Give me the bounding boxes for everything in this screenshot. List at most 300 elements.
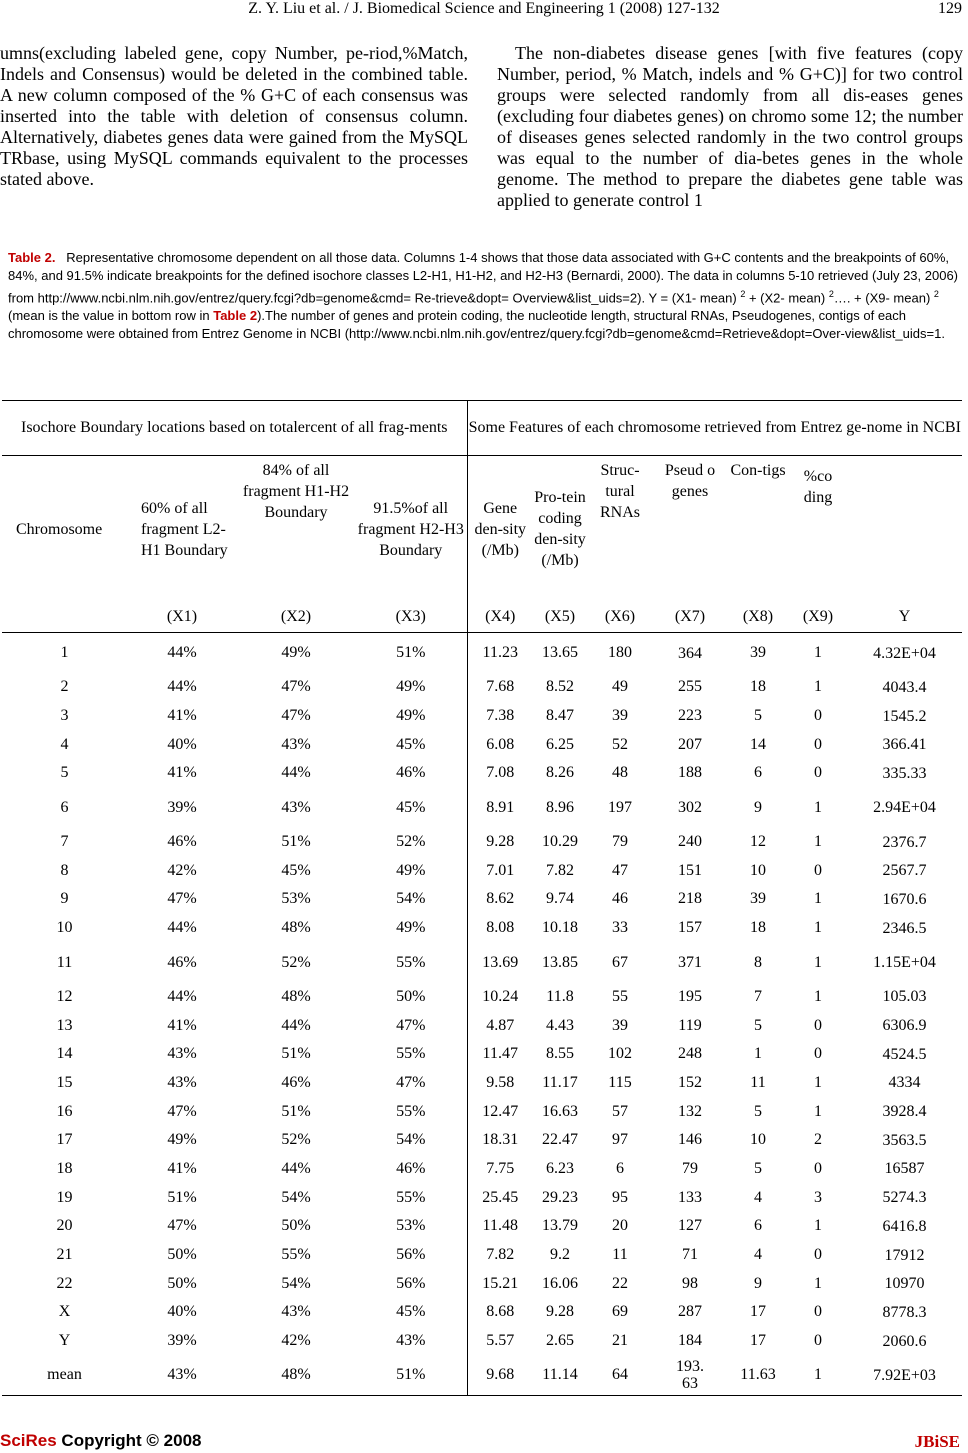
table-row [2,1011,962,1040]
table-cell: 67 [612,953,628,971]
table-row [2,1069,962,1098]
table-cell: 49% [355,914,467,943]
table-cell: 47% [167,1102,197,1120]
var-label-0 [2,602,127,633]
table-cell: 13.79 [542,1217,578,1235]
table-cell: 3 [814,1188,822,1206]
table-cell: 1 [814,1217,822,1235]
table-cell: 6.23 [546,1159,574,1177]
table-cell: 53% [281,890,311,908]
table-row [2,673,962,702]
table-cell: 43% [281,735,311,753]
table-cell: 127 [678,1217,702,1235]
table-cell: 47% [281,707,311,725]
table-cell: 8.96 [546,798,574,816]
table-cell: 50% [281,1217,311,1235]
table-cell: 4 [60,735,69,753]
table-cell: 49 [612,678,628,696]
var-label-x4: (X4) [485,608,516,625]
table-cell: 54% [355,1126,467,1155]
table-row [2,633,962,674]
table-caption [8,249,964,343]
table-cell: 55% [355,1183,467,1212]
col-header-x3: 91.5%of all fragment H2-H3 Boundary [355,456,467,603]
table-cell: 6.25 [546,735,574,753]
table-cell: 11.63 [740,1366,776,1384]
table-cell: 50% [355,983,467,1012]
col-header-chromosome: Chromosome [16,520,103,538]
table-row [2,1269,962,1298]
table-cell: 39 [750,644,766,661]
table-cell: 1 [814,953,822,971]
table-cell: 8 [754,953,762,971]
col-header-y [847,456,962,603]
table-cell: 3563.5 [882,1131,927,1149]
table-cell: 41% [167,707,197,725]
header-group-row [2,401,962,456]
table-cell: 47% [167,890,197,908]
table-cell: 2060.6 [882,1332,927,1350]
table-cell: 7.68 [486,678,515,696]
table-cell: 195 [678,987,702,1005]
table-cell: 13.85 [542,953,578,971]
table-cell: 14 [56,1045,73,1063]
table-cell: 46% [355,1155,467,1184]
table-cell: 105.03 [882,988,927,1006]
table-cell: 13.65 [542,644,578,661]
table-cell: 2.65 [546,1332,574,1350]
table-cell: 119 [678,1016,702,1034]
table-cell: 55% [355,1097,467,1126]
caption-sup-3: 2 [933,289,939,299]
table-cell: Y [58,1332,71,1350]
table-cell: 44% [281,1159,311,1177]
table-cell: 11.17 [542,1073,578,1091]
table-cell: 0 [814,1303,822,1321]
table-cell: 17 [56,1131,73,1149]
table-row [2,1355,962,1396]
table-cell: 151 [678,861,702,879]
table-cell: 184 [678,1332,702,1350]
table-cell: 39 [750,890,766,908]
table-cell: 9.28 [486,833,515,851]
var-label-x9: (X9) [802,608,834,625]
table-cell: 1545.2 [882,707,927,725]
table-cell: 8.68 [486,1303,515,1321]
table-cell: 43% [167,1045,197,1063]
table-cell: 10.24 [482,987,519,1005]
table-cell: 6306.9 [882,1017,927,1035]
table-cell: 44% [167,919,197,937]
table-cell: 6.08 [486,735,515,753]
col-header-x5: Pro-tein coding den-sity (/Mb) [534,489,586,569]
table-cell: 53% [355,1212,467,1241]
table-cell: 6416.8 [882,1217,927,1235]
table-cell: 57 [612,1102,628,1120]
table-cell: 4524.5 [882,1045,927,1063]
table-cell: 46 [612,890,628,908]
table-cell: 43% [355,1327,467,1356]
table-cell: 48% [281,919,311,937]
caption-label: Table 2. [8,250,56,265]
var-label-x2: (X2) [280,608,312,625]
table-cell: 48% [281,987,311,1005]
table-cell: 4334 [888,1074,921,1092]
table-cell: 40% [167,735,197,753]
table-cell: 9.58 [486,1073,515,1091]
col-header-x4: Gene den-sity (/Mb) [474,499,527,559]
table-cell: 55% [355,943,467,983]
table-cell: 8.47 [546,707,574,725]
page-number: 129 [938,0,962,17]
table-cell: 11.47 [482,1045,518,1063]
table-cell: 45% [355,730,467,759]
table-cell: 2376.7 [882,833,927,851]
table-cell: 1 [814,1073,822,1091]
table-cell: 20 [56,1217,73,1235]
table-cell: 15.21 [482,1274,519,1292]
table-row [2,1241,962,1270]
col-header-x2: 84% of all fragment H1-H2 Boundary [242,462,350,521]
table-cell: 157 [678,919,702,937]
table-row [2,730,962,759]
table-cell: 10.18 [542,919,578,937]
table-row [2,788,962,828]
table-row [2,1155,962,1184]
table-cell: 41% [167,764,197,782]
table-cell: 48 [612,764,628,782]
table-cell: 335.33 [882,764,927,782]
table-cell: 50% [167,1246,197,1264]
table-cell: 8 [60,861,69,879]
table-cell: 0 [814,1045,822,1063]
data-table-wrapper [2,400,962,1396]
var-label-x7: (X7) [674,608,706,625]
caption-text-2: + (X2- mean) [745,290,829,306]
table-cell: 8.52 [546,678,574,696]
table-cell: 11.8 [546,987,574,1005]
table-cell: 1 [60,644,69,661]
table-cell: 5 [754,1102,762,1120]
body-paragraph-right-text: The non-diabetes disease genes [with five features (copy Number, period, % Match, indels and % G+C)] for two control groups were selected randomly from all dis-eases genes (excluding four diabetes genes) on chromo some 12; the number of diseases genes selected randomly in the two control groups was equal to the number of dia-betes genes in the whole genome. The method to prepare the diabetes gene table was applied to generate control 1 [497,43,963,210]
table-row [2,1040,962,1069]
table-cell: 12.47 [482,1102,519,1120]
table-cell: 1 [814,678,822,696]
table-cell: 7 [60,833,69,851]
caption-text-5: ).The number of genes and protein coding, the nucleotide length, structural RNAs, Pseudogenes, contigs of each chromosome were obtained from Entrez Genome in NCBI (http://www.ncbi.nlm.nih.gov/entrez/query.fcgi?db=genome&cmd=Retrieve&dopt=Over-view&list_uids=1. [8,308,945,342]
caption-sup-1: 2 [740,289,746,299]
table-cell: 98 [682,1274,698,1292]
table-cell: 10 [56,919,73,937]
table-cell: 55% [281,1246,311,1264]
table-cell: 0 [814,1016,822,1034]
table-row [2,983,962,1012]
col-header-x6: Struc-tural RNAs [599,462,640,521]
table-row [2,1212,962,1241]
table-cell: 364 [678,644,702,662]
table-cell: 1 [814,890,822,908]
table-cell: 6 [754,1217,762,1235]
table-row [2,885,962,914]
table-cell: 6 [60,798,69,816]
footer-journal: JBiSE [914,1432,960,1451]
table-row [2,1327,962,1356]
table-cell: 29.23 [542,1188,578,1206]
table-cell: 21 [56,1246,73,1264]
table-cell: 22.47 [542,1131,578,1149]
table-cell: 43% [167,1073,197,1091]
table-row [2,759,962,788]
table-cell: 146 [678,1131,702,1149]
table-cell: 8.26 [546,764,574,782]
table-cell: 13.69 [482,953,519,971]
table-cell: 5 [60,764,69,782]
table-cell: 11.23 [482,644,518,661]
table-cell: 0 [814,707,822,725]
table-cell: 366.41 [882,736,927,754]
table-cell: 7.82 [486,1246,515,1264]
body-paragraph-right [497,43,963,211]
table-cell: 240 [678,833,702,851]
var-label-x8: (X8) [742,608,774,625]
table-cell: 1 [814,1366,822,1384]
table-cell: 1 [814,1274,822,1292]
table-cell: 43% [281,798,311,816]
table-cell: 287 [678,1303,702,1321]
table-cell: 11.48 [482,1217,518,1235]
table-cell: 1 [814,919,822,937]
table-cell: 44% [167,678,197,696]
table-cell: 18 [750,678,766,696]
table-row [2,1097,962,1126]
table-cell: 3928.4 [882,1103,927,1121]
table-cell: 1 [814,1102,822,1120]
table-row [2,914,962,943]
table-cell: 2 [60,678,69,696]
table-cell: 7.08 [486,764,515,782]
table-cell: 47% [355,1069,467,1098]
table-cell: 25.45 [482,1188,519,1206]
table-cell: 8.91 [486,798,515,816]
table-cell: 2.94E+04 [873,799,936,817]
table-cell: 51% [355,633,467,674]
table-cell: 52% [281,953,311,971]
table-cell: 1 [814,798,822,816]
table-cell: 16587 [884,1160,925,1178]
table-cell: 102 [608,1045,632,1063]
table-cell: 1670.6 [882,890,927,908]
table-cell: 207 [678,735,702,753]
table-cell: 10970 [884,1275,925,1293]
table-cell: 8778.3 [882,1303,927,1321]
table-cell: 14 [750,735,766,753]
table-cell: 12 [56,987,73,1005]
table-cell: 47% [281,678,311,696]
table-cell: 50% [167,1274,197,1292]
table-cell: mean [47,1366,82,1384]
table-cell: 49% [167,1131,197,1149]
table-cell: 45% [355,1298,467,1327]
table-cell: 33 [612,919,628,937]
table-cell: 22 [56,1274,73,1292]
table-cell: 20 [612,1217,628,1235]
group-header-isochore: Isochore Boundary locations based on totalercent of all frag-ments [2,401,467,456]
table-cell: 0 [814,764,822,782]
table-cell: 13 [56,1016,73,1034]
table-cell: 49% [355,702,467,731]
table-cell: 45% [281,861,311,879]
table-cell: 55 [612,987,628,1005]
table-cell: 1 [814,833,822,851]
table-cell: 39% [167,798,197,816]
table-cell: 9.2 [550,1246,570,1264]
caption-sup-2: 2 [828,289,834,299]
table-cell: 51% [281,1045,311,1063]
table-cell: 46% [355,759,467,788]
table-cell: 3 [60,707,69,725]
table-cell: 43% [167,1366,197,1384]
table-cell: 7.82 [546,861,574,879]
footer-copyright-text: Copyright © 2008 [56,1431,202,1450]
table-cell: 0 [814,861,822,879]
table-cell: 8.62 [486,890,515,908]
table-cell: X [58,1303,71,1321]
table-cell: 7.01 [486,861,515,879]
table-cell: 46% [167,833,197,851]
table-cell: 0 [814,1246,822,1264]
table-row [2,856,962,885]
table-cell: 5 [754,1159,762,1177]
table-cell: 10 [750,861,766,879]
table-cell: 9.68 [486,1366,515,1384]
table-cell: 52 [612,735,628,753]
table-cell: 56% [355,1241,467,1270]
caption-text-3: …. + (X9- mean) [833,290,934,306]
table-cell: 19 [56,1188,73,1206]
table-cell: 41% [167,1159,197,1177]
table-cell: 44% [167,987,197,1005]
footer-copyright [0,1431,202,1451]
table-cell: 97 [612,1131,628,1149]
table-cell: 4 [754,1246,762,1264]
table-cell: 45% [355,788,467,828]
var-label-x3: (X3) [355,602,467,633]
body-paragraph-left: umns(excluding labeled gene, copy Number, pe-riod,%Match, Indels and Consensus) would be deleted in the combined table. A new column composed of the % G+C of each consensus was inserted into the table with deletion of consensus column. Alternatively, diabetes genes data were gained from the MySQL TRbase, using MySQL commands equivalent to the processes stated above. [0,43,468,189]
table-cell: 11 [56,953,73,971]
table-cell: 5 [754,1016,762,1034]
table-cell: 64 [612,1366,628,1384]
table-cell: 9 [754,798,762,816]
table-cell: 95 [612,1188,628,1206]
table-cell: 0 [814,1159,822,1177]
caption-table-link[interactable]: Table 2 [213,308,258,324]
table-row [2,828,962,857]
table-cell: 51% [167,1188,197,1206]
table-cell: 6 [616,1159,624,1177]
table-cell: 55% [355,1040,467,1069]
table-cell: 44% [167,644,197,661]
table-row [2,702,962,731]
table-cell: 79 [612,833,628,851]
table-cell: 9 [60,890,69,908]
table-cell: 17912 [884,1246,925,1264]
table-cell: 1 [814,987,822,1005]
table-cell: 4043.4 [882,678,927,696]
table-cell: 8.08 [486,919,515,937]
table-cell: 115 [608,1073,632,1091]
table-cell: 4.43 [546,1016,574,1034]
table-cell: 16.06 [542,1274,578,1292]
table-cell: 47 [612,861,628,879]
table-cell: 40% [167,1303,197,1321]
table-cell: 2 [814,1131,822,1149]
table-cell: 10 [750,1131,766,1149]
table-row [2,1183,962,1212]
table-cell: 18.31 [482,1131,519,1149]
table-cell: 44% [281,1016,311,1034]
table-cell: 71 [682,1246,698,1264]
table-cell: 1 [814,644,822,661]
table-cell: 255 [678,678,702,696]
var-label-x1: (X1) [166,608,198,625]
table-cell: 4.32E+04 [873,644,936,662]
table-cell: 7.38 [486,707,515,725]
table-cell: 1.15E+04 [873,954,936,971]
caption-text-1: Representative chromosome dependent on all those data. Columns 1-4 shows that those data associated with G+C contents and the breakpoints of 60%, 84%, and 91.5% indicate breakpoints for the defined isochore classes L2-H1, H1-H2, and H2-H3 (Bernardi, 2000). The data in columns 5-10 retrieved (July 23, 2006) from http://www.ncbi.nlm.nih.gov/entrez/query.fcgi?db=genome&cmd= Re-trieve&dopt= Overview&list_uids=2). Y = (X1- mean) [8,250,959,306]
table-cell: 51% [281,833,311,851]
table-cell: 44% [281,764,311,782]
table-cell: 7 [754,987,762,1005]
table-cell: 51% [355,1355,467,1396]
table-cell: 41% [167,1016,197,1034]
table-cell: 22 [612,1274,628,1292]
table-cell: 51% [281,1102,311,1120]
table-cell: 132 [678,1102,702,1120]
table-cell: 133 [678,1188,702,1206]
col-header-x8: Con-tigs [730,462,786,479]
table-cell: 371 [678,954,702,971]
table-cell: 21 [612,1332,628,1350]
caption-text-4: (mean is the value in bottom row in [8,308,214,324]
table-cell: 12 [750,833,766,851]
table-row [2,943,962,983]
table-cell: 48% [281,1366,311,1384]
table-cell: 5.57 [486,1332,515,1350]
table-cell: 152 [678,1073,702,1091]
table-cell: 218 [678,890,702,908]
table-cell: 52% [281,1131,311,1149]
table-cell: 5274.3 [882,1189,927,1207]
var-label-x5: (X5) [544,608,576,625]
table-row [2,1126,962,1155]
table-cell: 79 [682,1159,698,1177]
table-cell: 223 [678,707,702,725]
table-cell: 248 [678,1045,702,1063]
running-head [0,0,968,22]
table-cell: 18 [56,1159,73,1177]
table-cell: 49% [355,673,467,702]
table-cell: 46% [167,953,197,971]
table-row [2,1298,962,1327]
page-footer [0,1428,968,1453]
table-cell: 180 [608,644,632,661]
table-cell: 54% [281,1274,311,1292]
table-cell: 54% [281,1188,311,1206]
running-head-title: Z. Y. Liu et al. / J. Biomedical Science and Engineering 1 (2008) 127-132 [248,0,720,17]
table-cell: 49% [281,644,311,661]
table-cell: 17 [750,1332,766,1350]
table-cell: 2346.5 [882,919,927,937]
